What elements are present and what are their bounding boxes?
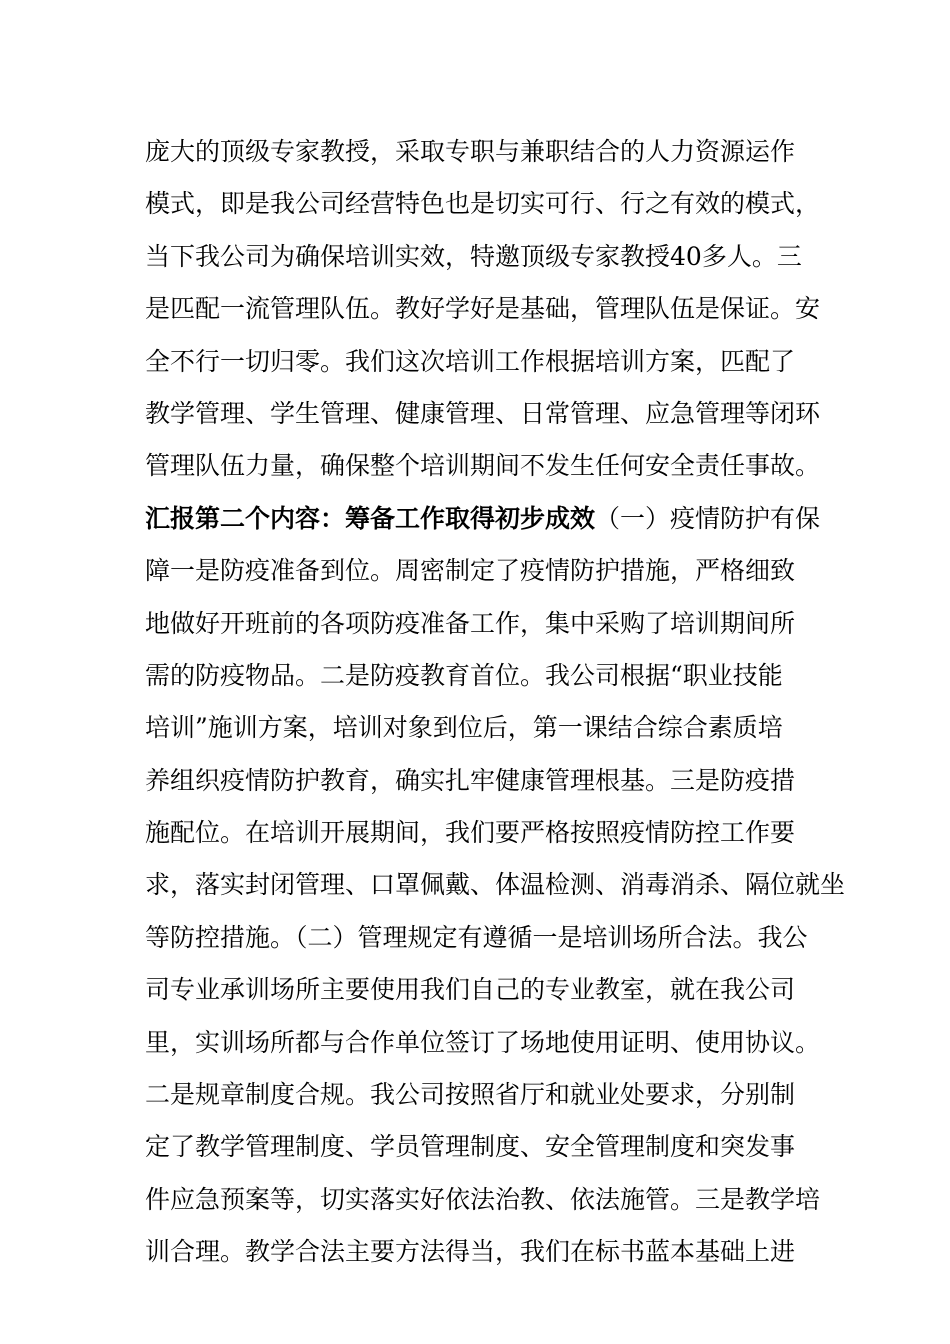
text-line: 庞大的顶级专家教授，采取专职与兼职结合的人力资源运作 bbox=[145, 137, 796, 166]
text-line: 定了教学管理制度、学员管理制度、安全管理制度和突发事 bbox=[145, 1132, 796, 1162]
text-line: 等防控措施。（二）管理规定有遵循一是培训场所合法。我公 bbox=[145, 922, 808, 952]
text-line: 模式，即是我公司经营特色也是切实可行、行之有效的模式， bbox=[145, 189, 821, 219]
text-line: 培训”施训方案，培训对象到位后，第一课结合综合素质培 bbox=[145, 713, 783, 743]
text-line: 件应急预案等，切实落实好依法治教、依法施管。三是教学培 bbox=[145, 1184, 821, 1214]
section-heading-line bbox=[145, 493, 845, 545]
text-line: 训合理。教学合法主要方法得当，我们在标书蓝本基础上进 bbox=[145, 1237, 796, 1267]
text-line: 是匹配一流管理队伍。教好学好是基础，管理队伍是保证。安 bbox=[145, 294, 821, 324]
text-line: 当下我公司为确保培训实效，特邀顶级专家教授40多人。三 bbox=[145, 241, 802, 271]
text-line: 养组织疫情防护教育，确实扎牢健康管理根基。三是防疫措 bbox=[145, 765, 796, 795]
text-line: 地做好开班前的各项防疫准备工作，集中采购了培训期间所 bbox=[145, 608, 796, 638]
text-line: 施配位。在培训开展期间，我们要严格按照疫情防控工作要 bbox=[145, 818, 796, 848]
body-text bbox=[145, 126, 845, 1279]
text-line: 求，落实封闭管理、口罩佩戴、体温检测、消毒消杀、隔位就坐 bbox=[145, 870, 845, 900]
text-line: 里，实训场所都与合作单位签订了场地使用证明、使用协议。 bbox=[145, 1027, 821, 1057]
section-heading: 汇报第二个内容：筹备工作取得初步成效 bbox=[145, 503, 596, 533]
text-line: 障一是防疫准备到位。周密制定了疫情防护措施，严格细致 bbox=[145, 556, 796, 586]
text-run: （一）疫情防护有保 bbox=[595, 503, 821, 533]
text-line: 司专业承训场所主要使用我们自己的专业教室，就在我公司 bbox=[145, 975, 796, 1005]
text-line: 管理队伍力量，确保整个培训期间不发生任何安全责任事故。 bbox=[145, 451, 821, 481]
text-line: 全不行一切归零。我们这次培训工作根据培训方案，匹配了 bbox=[145, 346, 796, 376]
text-line: 需的防疫物品。二是防疫教育首位。我公司根据“职业技能 bbox=[145, 660, 783, 690]
text-line: 二是规章制度合规。我公司按照省厅和就业处要求，分别制 bbox=[145, 1080, 796, 1110]
text-line: 教学管理、学生管理、健康管理、日常管理、应急管理等闭环 bbox=[145, 398, 821, 428]
